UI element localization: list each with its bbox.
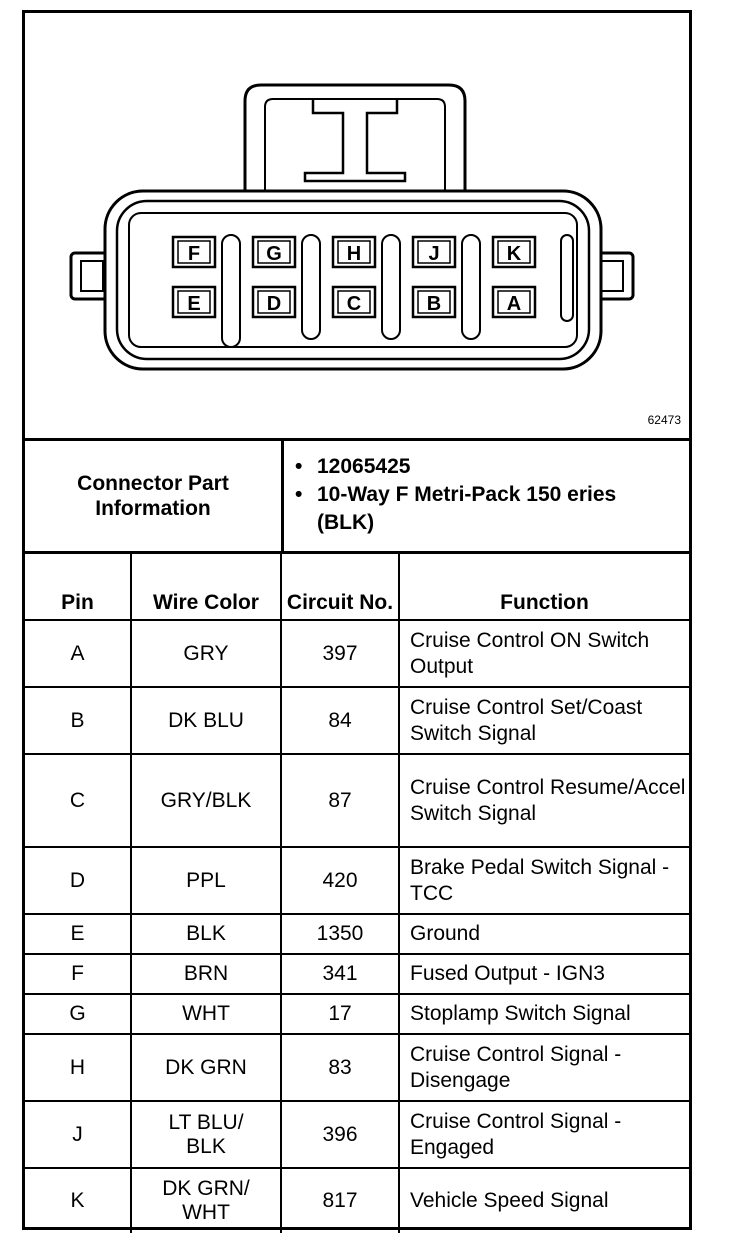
- cavity-h: [333, 237, 375, 267]
- cavity-e: [173, 287, 215, 317]
- wire-color-cell: DK BLU: [131, 687, 281, 754]
- function-cell: Ground: [399, 914, 689, 954]
- wire-color-cell: BLK: [131, 914, 281, 954]
- cavity-label: D: [266, 293, 282, 315]
- left-ear: [71, 253, 107, 299]
- circuit-cell: 83: [281, 1034, 399, 1101]
- wire-color-cell: GRY: [131, 620, 281, 687]
- circuit-cell: 420: [281, 847, 399, 914]
- circuit-cell: 1350: [281, 914, 399, 954]
- cavity-b: [413, 287, 455, 317]
- connector-diagram: [25, 13, 689, 441]
- cavity-label: J: [428, 243, 440, 265]
- function-cell: Brake Pedal Switch Signal - TCC: [399, 847, 689, 914]
- header-circuit: Circuit No.: [281, 551, 399, 620]
- cavity-label: H: [346, 243, 362, 265]
- cavity-d: [253, 287, 295, 317]
- part-info-label: Connector Part Information: [25, 441, 284, 551]
- pinout-table: [25, 551, 689, 1233]
- pin-cell: F: [25, 954, 131, 994]
- table-row: [25, 954, 689, 994]
- cavity-label: G: [266, 243, 282, 265]
- circuit-cell: 341: [281, 954, 399, 994]
- wire-color-cell: DK GRN/ WHT: [131, 1168, 281, 1233]
- cavity-label: F: [187, 243, 201, 265]
- cavity-label: C: [346, 293, 362, 315]
- lock-tab: [305, 99, 405, 181]
- header-wire-color: Wire Color: [131, 551, 281, 620]
- wire-color-cell: BRN: [131, 954, 281, 994]
- connector-part-information: [25, 441, 689, 554]
- function-cell: Cruise Control Resume/Accel Switch Signal: [399, 754, 689, 847]
- wire-color-cell: GRY/BLK: [131, 754, 281, 847]
- cavity-label: K: [506, 243, 522, 265]
- pin-cell: D: [25, 847, 131, 914]
- pin-cell: K: [25, 1168, 131, 1233]
- wire-color-cell: PPL: [131, 847, 281, 914]
- function-cell: Cruise Control ON Switch Output: [399, 620, 689, 687]
- table-header-row: [25, 551, 689, 620]
- wire-color-cell: DK GRN: [131, 1034, 281, 1101]
- cavity-g: [253, 237, 295, 267]
- pin-cell: E: [25, 914, 131, 954]
- cavity-a: [493, 287, 535, 317]
- cavity-j: [413, 237, 455, 267]
- pin-cell: C: [25, 754, 131, 847]
- table-row: [25, 914, 689, 954]
- function-cell: Cruise Control Set/Coast Switch Signal: [399, 687, 689, 754]
- cavity-label: A: [506, 293, 522, 315]
- table-row: [25, 754, 689, 847]
- function-cell: Vehicle Speed Signal: [399, 1168, 689, 1233]
- cavity-label: E: [187, 293, 201, 315]
- circuit-cell: 87: [281, 754, 399, 847]
- function-cell: Stoplamp Switch Signal: [399, 994, 689, 1034]
- figure-number: 62473: [647, 413, 681, 427]
- wire-color-cell: LT BLU/ BLK: [131, 1101, 281, 1168]
- table-row: [25, 1034, 689, 1101]
- latch-housing: [245, 85, 465, 193]
- table-row: [25, 1168, 689, 1233]
- function-cell: Cruise Control Signal - Engaged: [399, 1101, 689, 1168]
- part-info-list: [295, 453, 677, 537]
- circuit-cell: 397: [281, 620, 399, 687]
- connector-type: • 10-Way F Metri-Pack 150 eries (BLK): [295, 481, 677, 537]
- header-pin: Pin: [25, 551, 131, 620]
- circuit-cell: 17: [281, 994, 399, 1034]
- function-cell: Cruise Control Signal - Disengage: [399, 1034, 689, 1101]
- connector-face-drawing: [25, 13, 689, 438]
- circuit-cell: 396: [281, 1101, 399, 1168]
- pin-cell: B: [25, 687, 131, 754]
- wire-color-cell: WHT: [131, 994, 281, 1034]
- table-row: [25, 1101, 689, 1168]
- pin-cell: J: [25, 1101, 131, 1168]
- function-cell: Fused Output - IGN3: [399, 954, 689, 994]
- table-row: [25, 687, 689, 754]
- pin-cell: A: [25, 620, 131, 687]
- table-row: [25, 994, 689, 1034]
- table-row: [25, 620, 689, 687]
- cavity-label: B: [426, 293, 442, 315]
- cavity-f: [173, 237, 215, 267]
- cavity-k: [493, 237, 535, 267]
- circuit-cell: 84: [281, 687, 399, 754]
- header-function: Function: [399, 551, 689, 620]
- table-row: [25, 847, 689, 914]
- cavity-c: [333, 287, 375, 317]
- circuit-cell: 817: [281, 1168, 399, 1233]
- pin-cell: H: [25, 1034, 131, 1101]
- pin-cell: G: [25, 994, 131, 1034]
- connector-shell: [105, 191, 601, 369]
- connector-document: [22, 10, 692, 1230]
- part-number: • 12065425: [295, 453, 677, 481]
